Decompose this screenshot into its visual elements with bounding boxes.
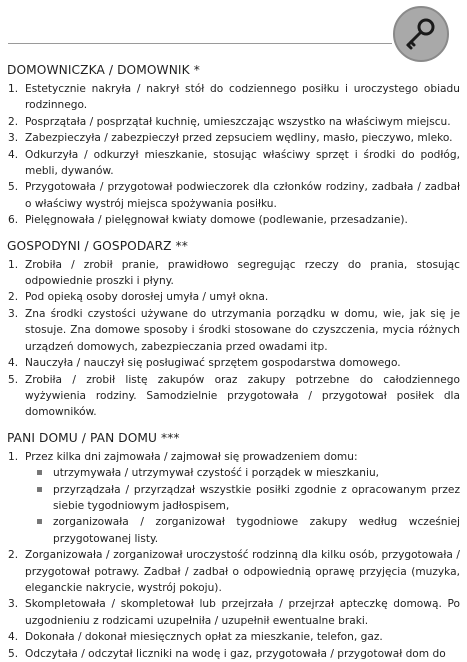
list-item [7,81,460,114]
document-body [7,62,460,662]
item-text: Zna środki czystości używane do utrzymania porządku w domu, wie, jak się je stosuje. Zna domowe sposoby i środki stosowane do czyszczenia, mycia różnych urządzeń domowych, zabezpieczania przed owadami itp. [25,307,460,353]
item-number: 4. [8,357,19,370]
item-number: 2. [8,549,19,562]
item-text: Pod opieką osoby dorosłej umyła / umył okna. [25,291,269,304]
list-item [7,147,460,180]
list-item [7,289,460,305]
item-list [7,257,460,421]
section [7,238,460,421]
item-text: Odkurzyła / odkurzył mieszkanie, stosując właściwy sprzęt i środki do podłóg, mebli, dywanów. [25,148,460,178]
key-icon [395,8,447,60]
item-text: Dokonała / dokonał miesięcznych opłat za mieszkanie, telefon, gaz. [25,631,383,644]
subitem [25,465,460,481]
list-item [7,130,460,146]
list-item [7,629,460,645]
item-text: Przygotowała / przygotował podwieczorek dla członków rodziny, zadbała / zadbał o właściwy wystrój miejsca spożywania posiłku. [25,181,460,210]
item-text: Odczytała / odczytał liczniki na wodę i gaz, przygotowała / przygotował dom do [25,647,446,660]
subitem [25,482,460,515]
item-text: Zrobiła / zrobił pranie, prawidłowo segregując rzeczy do prania, stosując odpowiednie proszki i płyny. [25,258,460,288]
list-item [7,212,460,228]
key-badge [393,6,449,62]
item-number: 3. [8,307,19,320]
list-item [7,547,460,596]
item-text: Posprzątała / posprzątał kuchnię, umieszczając wszystko na właściwym miejscu. [25,115,451,128]
list-item [7,257,460,290]
item-list [7,81,460,229]
subitem-list [25,465,460,547]
item-text: Pielęgnowała / pielęgnował kwiaty domowe (podlewanie, przesadzanie). [25,214,408,227]
item-text: Nauczyła / nauczył się posługiwać sprzętem gospodarstwa domowego. [25,357,401,370]
item-number: 1. [8,83,19,95]
list-item [7,372,460,421]
item-list [7,449,460,662]
item-number: 1. [8,258,19,271]
subitem-text: przyrządzała / przyrządzał wszystkie posiłki zgodnie z opracowanym przez siebie tygodniowym jadłospisem, [53,483,460,512]
list-item [7,114,460,130]
list-item [7,449,460,547]
section-title: PANI DOMU / PAN DOMU *** [7,430,180,445]
section-title: DOMOWNICZKA / DOMOWNIK * [7,63,200,77]
list-item [7,179,460,212]
item-number: 4. [8,631,19,644]
subitem-text: zorganizowała / zorganizował tygodniowe zakupy według wcześniej przygotowanej listy. [53,516,460,545]
item-text: Zrobiła / zrobił listę zakupów oraz zakupy potrzebne do całodziennego wyżywienia rodziny. Samodzielnie przygotowała / przygotował posiłek dla domowników. [25,373,460,419]
item-number: 5. [8,647,19,660]
item-number: 2. [8,291,19,304]
item-number: 3. [8,598,19,611]
item-number: 4. [8,148,19,161]
list-item [7,646,460,662]
section [7,430,460,662]
item-text: Przez kilka dni zajmowała / zajmował się prowadzeniem domu: [25,450,358,463]
list-item [7,306,460,355]
item-text: Skompletowała / skompletował lub przejrzała / przejrzał apteczkę domową. Po uzgodnieniu z rodzicami uzupełniła / uzupełnił ewentualne braki. [25,598,460,627]
item-text: Zabezpieczyła / zabezpieczył przed zepsuciem wędliny, masło, pieczywo, mleko. [25,132,453,145]
item-number: 1. [8,450,19,463]
item-text: Estetycznie nakryła / nakrył stół do codziennego posiłku i uroczystego obiadu rodzinnego. [25,83,460,112]
item-number: 2. [8,115,19,128]
list-item [7,355,460,371]
subitem-text: utrzymywała / utrzymywał czystość i porządek w mieszkaniu, [53,467,380,480]
square-bullet-icon [37,487,42,492]
header-rule [8,43,392,44]
item-number: 5. [8,373,19,386]
subitem [25,514,460,547]
square-bullet-icon [37,519,42,524]
square-bullet-icon [37,470,42,475]
item-number: 5. [8,181,19,194]
list-item [7,596,460,629]
section [7,62,460,229]
item-text: Zorganizowała / zorganizował uroczystość rodzinną dla kilku osób, przygotowała / przygotował potrawy. Zadbał / zadbał o odpowiednią oprawę przyjęcia (muzyka, eleganckie nakrycie, wystrój pokoju). [25,549,460,594]
item-number: 6. [8,214,19,227]
section-title: GOSPODYNI / GOSPODARZ ** [7,238,188,253]
item-number: 3. [8,132,19,145]
